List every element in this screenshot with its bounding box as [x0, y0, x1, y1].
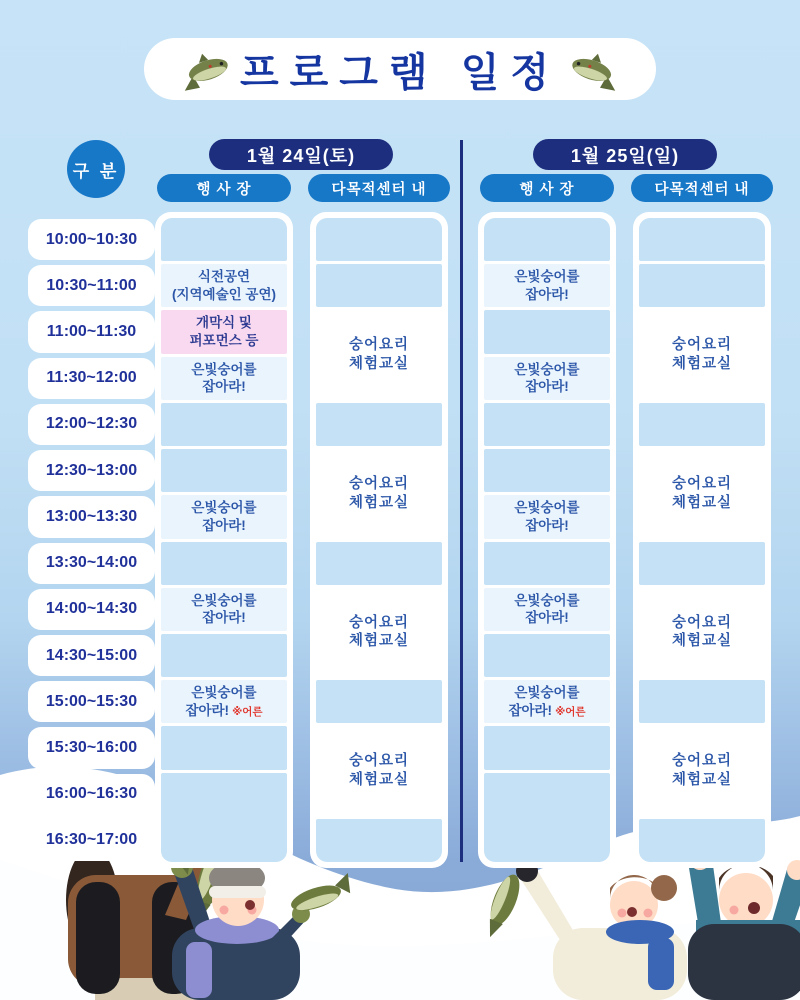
schedule-cell-empty — [161, 403, 287, 446]
schedule-cell-cooking-class: 숭어요리 체험교실 — [316, 449, 442, 538]
schedule-cell-empty — [316, 680, 442, 723]
schedule-cell-empty — [639, 264, 765, 307]
time-slot: 10:30~11:00 — [28, 265, 155, 306]
date-header-day2: 1월 25일(일) — [533, 139, 717, 170]
time-slot: 16:30~17:00 — [28, 820, 155, 861]
title-banner — [144, 38, 656, 100]
schedule-cell-empty — [639, 680, 765, 723]
schedule-column-center-day2 — [633, 212, 771, 868]
time-slot: 15:00~15:30 — [28, 681, 155, 722]
time-slot: 15:30~16:00 — [28, 727, 155, 768]
schedule-cell-event-adults: 은빛숭어를 잡아라! ※어른 — [161, 680, 287, 723]
schedule-cell-cooking-class: 숭어요리 체험교실 — [316, 726, 442, 815]
column-header-venue-day1: 행 사 장 — [157, 174, 291, 202]
schedule-cell-empty — [639, 403, 765, 446]
time-slot: 16:00~16:30 — [28, 774, 155, 815]
schedule-cell-empty — [316, 819, 442, 862]
schedule-column-center-day1 — [310, 212, 448, 868]
schedule-cell-empty — [161, 542, 287, 585]
schedule-cell-empty — [639, 218, 765, 261]
date-header-day1: 1월 24일(토) — [209, 139, 393, 170]
time-slot: 12:30~13:00 — [28, 450, 155, 491]
schedule-cell-cooking-class: 숭어요리 체험교실 — [316, 310, 442, 399]
schedule-cell-event: 은빛숭어를 잡아라! — [484, 357, 610, 400]
schedule-cell-empty — [484, 218, 610, 261]
schedule-cell-empty — [161, 726, 287, 769]
schedule-cell-empty — [484, 449, 610, 492]
schedule-column-venue-day1 — [155, 212, 293, 868]
schedule-cell-empty — [484, 726, 610, 769]
illustration-woman-right — [480, 860, 687, 1000]
schedule-cell-event: 은빛숭어를 잡아라! — [484, 588, 610, 631]
schedule-cell-event-adults: 은빛숭어를 잡아라! ※어른 — [484, 680, 610, 723]
schedule-cell-empty — [161, 634, 287, 677]
schedule-cell-event: 은빛숭어를 잡아라! — [484, 264, 610, 307]
schedule-cell-event: 은빛숭어를 잡아라! — [161, 495, 287, 538]
time-slot: 14:30~15:00 — [28, 635, 155, 676]
time-slot: 13:00~13:30 — [28, 496, 155, 537]
page-title: 프로그램 일정 — [240, 50, 560, 95]
schedule-cell-cooking-class: 숭어요리 체험교실 — [639, 310, 765, 399]
time-slot: 12:00~12:30 — [28, 404, 155, 445]
schedule-cell-empty — [639, 819, 765, 862]
adults-only-note: ※어른 — [555, 705, 586, 718]
schedule-cell-event: 은빛숭어를 잡아라! — [484, 495, 610, 538]
time-slot: 14:00~14:30 — [28, 589, 155, 630]
column-header-center-day1: 다목적센터 내 — [308, 174, 450, 202]
schedule-cell-empty — [484, 773, 610, 862]
schedule-cell-empty — [316, 403, 442, 446]
fish-icon — [176, 45, 234, 93]
schedule-cell-empty — [639, 542, 765, 585]
fish-icon — [566, 45, 624, 93]
schedule-cell-event: 은빛숭어를 잡아라! — [161, 588, 287, 631]
adults-only-note: ※어른 — [232, 705, 263, 718]
schedule-cell-event: 식전공연 (지역예술인 공연) — [161, 264, 287, 307]
schedule-cell-empty — [161, 773, 287, 862]
schedule-cell-cooking-class: 숭어요리 체험교실 — [639, 588, 765, 677]
schedule-cell-empty — [316, 542, 442, 585]
time-slot: 13:30~14:00 — [28, 543, 155, 584]
schedule-cell-empty — [161, 449, 287, 492]
time-column — [28, 212, 155, 868]
schedule-cell-event: 은빛숭어를 잡아라! — [161, 357, 287, 400]
time-slot: 11:30~12:00 — [28, 358, 155, 399]
day-divider — [460, 140, 463, 862]
schedule-cell-cooking-class: 숭어요리 체험교실 — [639, 449, 765, 538]
category-badge: 구 분 — [67, 140, 125, 198]
illustration-man-right — [688, 850, 800, 1000]
schedule-column-venue-day2 — [478, 212, 616, 868]
schedule-cell-cooking-class: 숭어요리 체험교실 — [316, 588, 442, 677]
time-slot: 10:00~10:30 — [28, 219, 155, 260]
time-slot: 11:00~11:30 — [28, 311, 155, 352]
schedule-cell-empty — [316, 218, 442, 261]
schedule-cell-empty — [484, 403, 610, 446]
column-header-center-day2: 다목적센터 내 — [631, 174, 773, 202]
schedule-cell-empty — [484, 310, 610, 353]
schedule-cell-empty — [484, 542, 610, 585]
column-header-venue-day2: 행 사 장 — [480, 174, 614, 202]
schedule-cell-highlight: 개막식 및 퍼포먼스 등 — [161, 310, 287, 353]
schedule-cell-empty — [316, 264, 442, 307]
schedule-cell-empty — [161, 218, 287, 261]
schedule-cell-cooking-class: 숭어요리 체험교실 — [639, 726, 765, 815]
schedule-cell-empty — [484, 634, 610, 677]
